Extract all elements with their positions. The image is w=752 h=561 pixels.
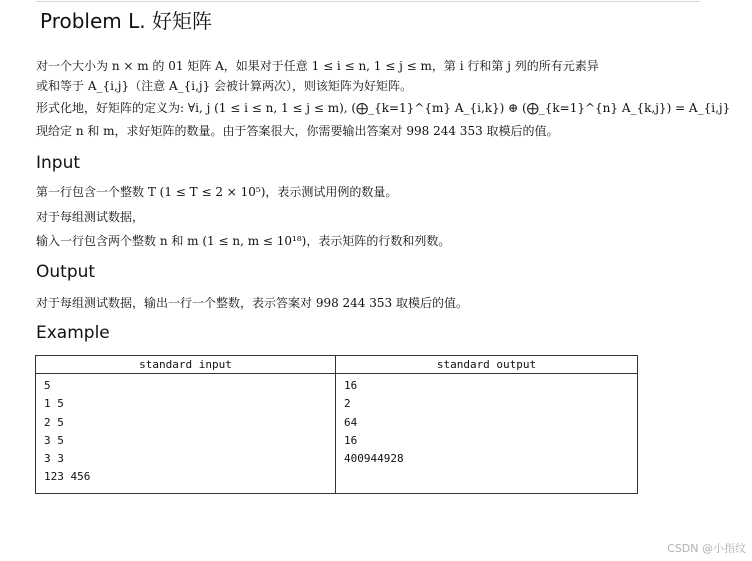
output-line: 2 — [344, 397, 351, 411]
input-line: 123 456 — [44, 470, 91, 484]
input-line-2: 对于每组测试数据， — [36, 210, 145, 224]
input-line: 1 5 — [44, 397, 64, 411]
standard-output-cell[interactable] — [336, 374, 638, 494]
output-line-1: 对于每组测试数据，输出一行一个整数，表示答案对 998 244 353 取模后的值。 — [36, 296, 468, 310]
standard-input-cell[interactable] — [36, 374, 336, 494]
output-heading: Output — [36, 262, 96, 282]
statement-line-4: 现给定 n 和 m，求好矩阵的数量。由于答案很大，你需要输出答案对 998 244 353 取模后的值。 — [36, 124, 559, 138]
standard-output-header: standard output — [336, 356, 638, 374]
input-line: 2 5 — [44, 415, 64, 429]
input-line: 5 — [44, 379, 51, 392]
standard-input-header: standard input — [36, 356, 336, 374]
output-line: 64 — [344, 415, 358, 429]
statement-line-2: 或和等于 A_{i,j}（注意 A_{i,j} 会被计算两次），则该矩阵为好矩阵。 — [36, 79, 413, 93]
input-heading: Input — [36, 153, 81, 173]
example-table — [35, 355, 638, 494]
input-line: 3 3 — [44, 452, 64, 466]
input-line: 3 5 — [44, 433, 64, 447]
input-line-1: 第一行包含一个整数 T (1 ≤ T ≤ 2 × 10⁵)，表示测试用例的数量。 — [36, 185, 398, 199]
top-rule — [36, 1, 700, 2]
watermark: CSDN @小指纹 — [667, 542, 746, 555]
output-line: 16 — [344, 379, 358, 392]
input-line-3: 输入一行包含两个整数 n 和 m (1 ≤ n, m ≤ 10¹⁸)，表示矩阵的行数和列数。 — [36, 234, 451, 248]
output-line: 16 — [344, 433, 358, 447]
example-heading: Example — [36, 323, 110, 343]
statement-line-1: 对一个大小为 n × m 的 01 矩阵 A，如果对于任意 1 ≤ i ≤ n, 1 ≤ j ≤ m，第 i 行和第 j 列的所有元素异 — [36, 59, 599, 73]
output-line: 400944928 — [344, 452, 404, 466]
statement-line-3: 形式化地，好矩阵的定义为: ∀i, j (1 ≤ i ≤ n, 1 ≤ j ≤ m), (⨁_{k=1}^{m} A_{i,k}) ⊕ (⨁_{k=1}^{n} A_{k,j}) = A_{i,j} — [36, 101, 731, 115]
problem-title: Problem L. 好矩阵 — [40, 9, 212, 33]
